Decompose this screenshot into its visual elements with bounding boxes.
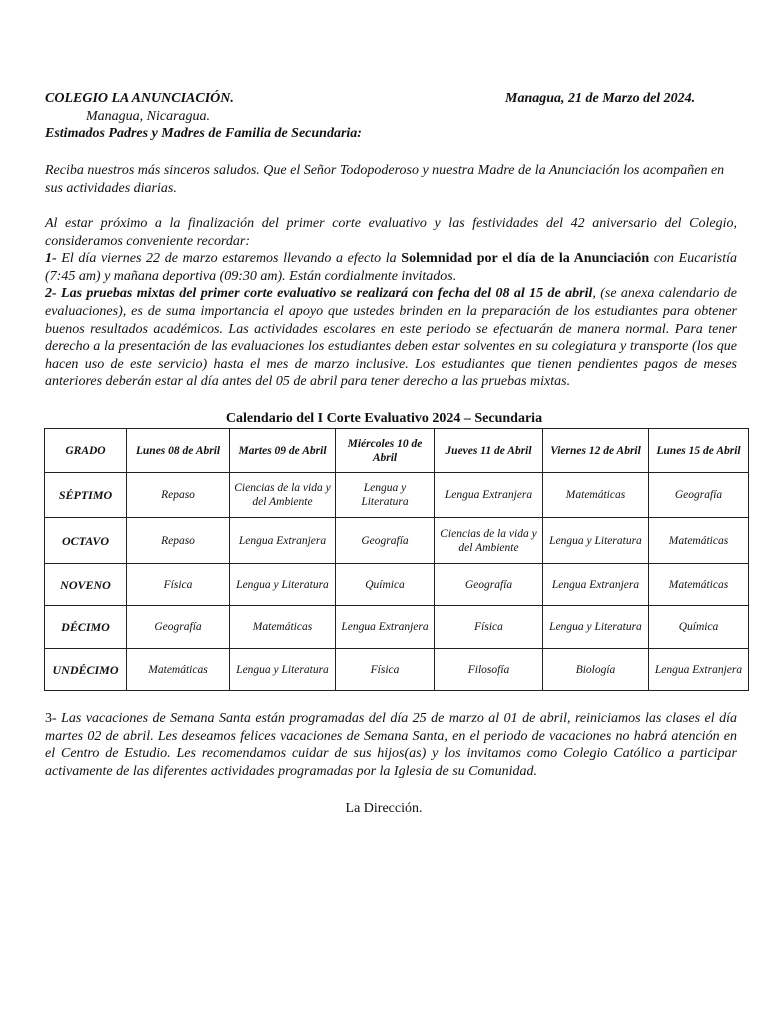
school-name: COLEGIO LA ANUNCIACIÓN. bbox=[45, 91, 234, 106]
subject-cell: Lengua Extranjera bbox=[543, 564, 649, 606]
header-cell: GRADO bbox=[45, 429, 127, 473]
item-2-bold: 2- Las pruebas mixtas del primer corte evaluativo se realizará con fecha del 08 al 15 de abril bbox=[45, 286, 593, 302]
subject-cell: Física bbox=[127, 564, 230, 606]
table-row bbox=[45, 606, 749, 649]
subject-cell: Repaso bbox=[127, 473, 230, 518]
table-header-row bbox=[45, 429, 749, 473]
header-cell: Martes 09 de Abril bbox=[230, 429, 336, 473]
header-cell: Viernes 12 de Abril bbox=[543, 429, 649, 473]
subject-cell: Matemáticas bbox=[543, 473, 649, 518]
subject-cell: Lengua y Literatura bbox=[543, 606, 649, 649]
subject-cell: Filosofía bbox=[435, 649, 543, 691]
subject-cell: Lengua y Literatura bbox=[230, 649, 336, 691]
subject-cell: Física bbox=[336, 649, 435, 691]
table-row bbox=[45, 473, 749, 518]
intro-paragraph: Al estar próximo a la finalización del primer corte evaluativo y las festividades del 42 aniversario del Colegio, consideramos conveniente recordar: bbox=[45, 216, 737, 249]
item-2-text: , (se anexa calendario de evaluaciones), es de suma importancia el apoyo que ustedes brinden en la preparación de los estudiantes para obtener buenos resultados académicos. Las actividades escolares en este periodo se efectuarán de manera normal. Para tener derecho a la presentación de las evaluaciones los estudiantes deben estar solventes en su colegiatura y transporte (los que hacen uso de este servicio) hasta el mes de marzo inclusive. Los estudiantes que tienen pendientes pagos de meses anteriores deberán estar al día antes del 05 de abril para tener derecho a las pruebas mixtas. bbox=[45, 286, 737, 390]
subject-cell: Matemáticas bbox=[230, 606, 336, 649]
subject-cell: Química bbox=[336, 564, 435, 606]
item-2 bbox=[45, 285, 737, 391]
subject-cell: Geografía bbox=[336, 518, 435, 564]
subject-cell: Repaso bbox=[127, 518, 230, 564]
grade-cell: SÉPTIMO bbox=[45, 473, 127, 518]
subject-cell: Geografía bbox=[649, 473, 749, 518]
subject-cell: Geografía bbox=[435, 564, 543, 606]
subject-cell: Química bbox=[649, 606, 749, 649]
signature: La Dirección. bbox=[345, 801, 423, 816]
grade-cell: NOVENO bbox=[45, 564, 127, 606]
letter-date: Managua, 21 de Marzo del 2024. bbox=[505, 91, 696, 106]
header-cell: Miércoles 10 de Abril bbox=[336, 429, 435, 473]
item-3 bbox=[45, 710, 737, 780]
subject-cell: Matemáticas bbox=[649, 518, 749, 564]
grade-cell: DÉCIMO bbox=[45, 606, 127, 649]
header-cell: Lunes 08 de Abril bbox=[127, 429, 230, 473]
subject-cell: Ciencias de la vida y del Ambiente bbox=[230, 473, 336, 518]
header-cell: Jueves 11 de Abril bbox=[435, 429, 543, 473]
school-city: Managua, Nicaragua. bbox=[86, 109, 211, 124]
item-1 bbox=[45, 250, 737, 285]
subject-cell: Lengua y Literatura bbox=[230, 564, 336, 606]
subject-cell: Lengua Extranjera bbox=[230, 518, 336, 564]
subject-cell: Ciencias de la vida y del Ambiente bbox=[435, 518, 543, 564]
subject-cell: Física bbox=[435, 606, 543, 649]
grade-cell: UNDÉCIMO bbox=[45, 649, 127, 691]
item-1-number: 1- bbox=[45, 251, 57, 267]
subject-cell: Lengua Extranjera bbox=[649, 649, 749, 691]
subject-cell: Lengua Extranjera bbox=[435, 473, 543, 518]
item-3-number: 3 bbox=[45, 711, 52, 726]
subject-cell: Lengua y Literatura bbox=[336, 473, 435, 518]
subject-cell: Biología bbox=[543, 649, 649, 691]
subject-cell: Lengua Extranjera bbox=[336, 606, 435, 649]
greeting-paragraph: Reciba nuestros más sinceros saludos. Que el Señor Todopoderoso y nuestra Madre de la Anunciación los acompañen en sus actividades diarias. bbox=[45, 163, 725, 196]
salutation: Estimados Padres y Madres de Familia de Secundaria: bbox=[45, 126, 362, 141]
subject-cell: Matemáticas bbox=[649, 564, 749, 606]
subject-cell: Geografía bbox=[127, 606, 230, 649]
item-3-text: - Las vacaciones de Semana Santa están programadas del día 25 de marzo al 01 de abril, reiniciamos las clases el día martes 02 de abril. Les deseamos felices vacaciones de Semana Santa, en el periodo de vacaciones no habrá atención en el Centro de Estudio. Les recomendamos cuidar de sus hijos(as) y los invitamos como Colegio Católico a participar activamente de las diferentes actividades programadas por la Iglesia de su Comunidad. bbox=[45, 711, 737, 779]
table-row bbox=[45, 649, 749, 691]
grade-cell: OCTAVO bbox=[45, 518, 127, 564]
table-row bbox=[45, 564, 749, 606]
item-1-bold: Solemnidad por el día de la Anunciación bbox=[401, 251, 650, 267]
item-1-text-a: El día viernes 22 de marzo estaremos llevando a efecto la bbox=[56, 251, 402, 267]
item-1-text-b: con Eucaristía (7:45 am) y mañana deportiva (09:30 am). Están cordialmente invitados. bbox=[45, 251, 737, 284]
body-section bbox=[45, 215, 737, 391]
subject-cell: Lengua y Literatura bbox=[543, 518, 649, 564]
table-row bbox=[45, 518, 749, 564]
exam-calendar-table bbox=[44, 428, 749, 691]
header-cell: Lunes 15 de Abril bbox=[649, 429, 749, 473]
calendar-title: Calendario del I Corte Evaluativo 2024 – Secundaria bbox=[225, 411, 543, 426]
subject-cell: Matemáticas bbox=[127, 649, 230, 691]
